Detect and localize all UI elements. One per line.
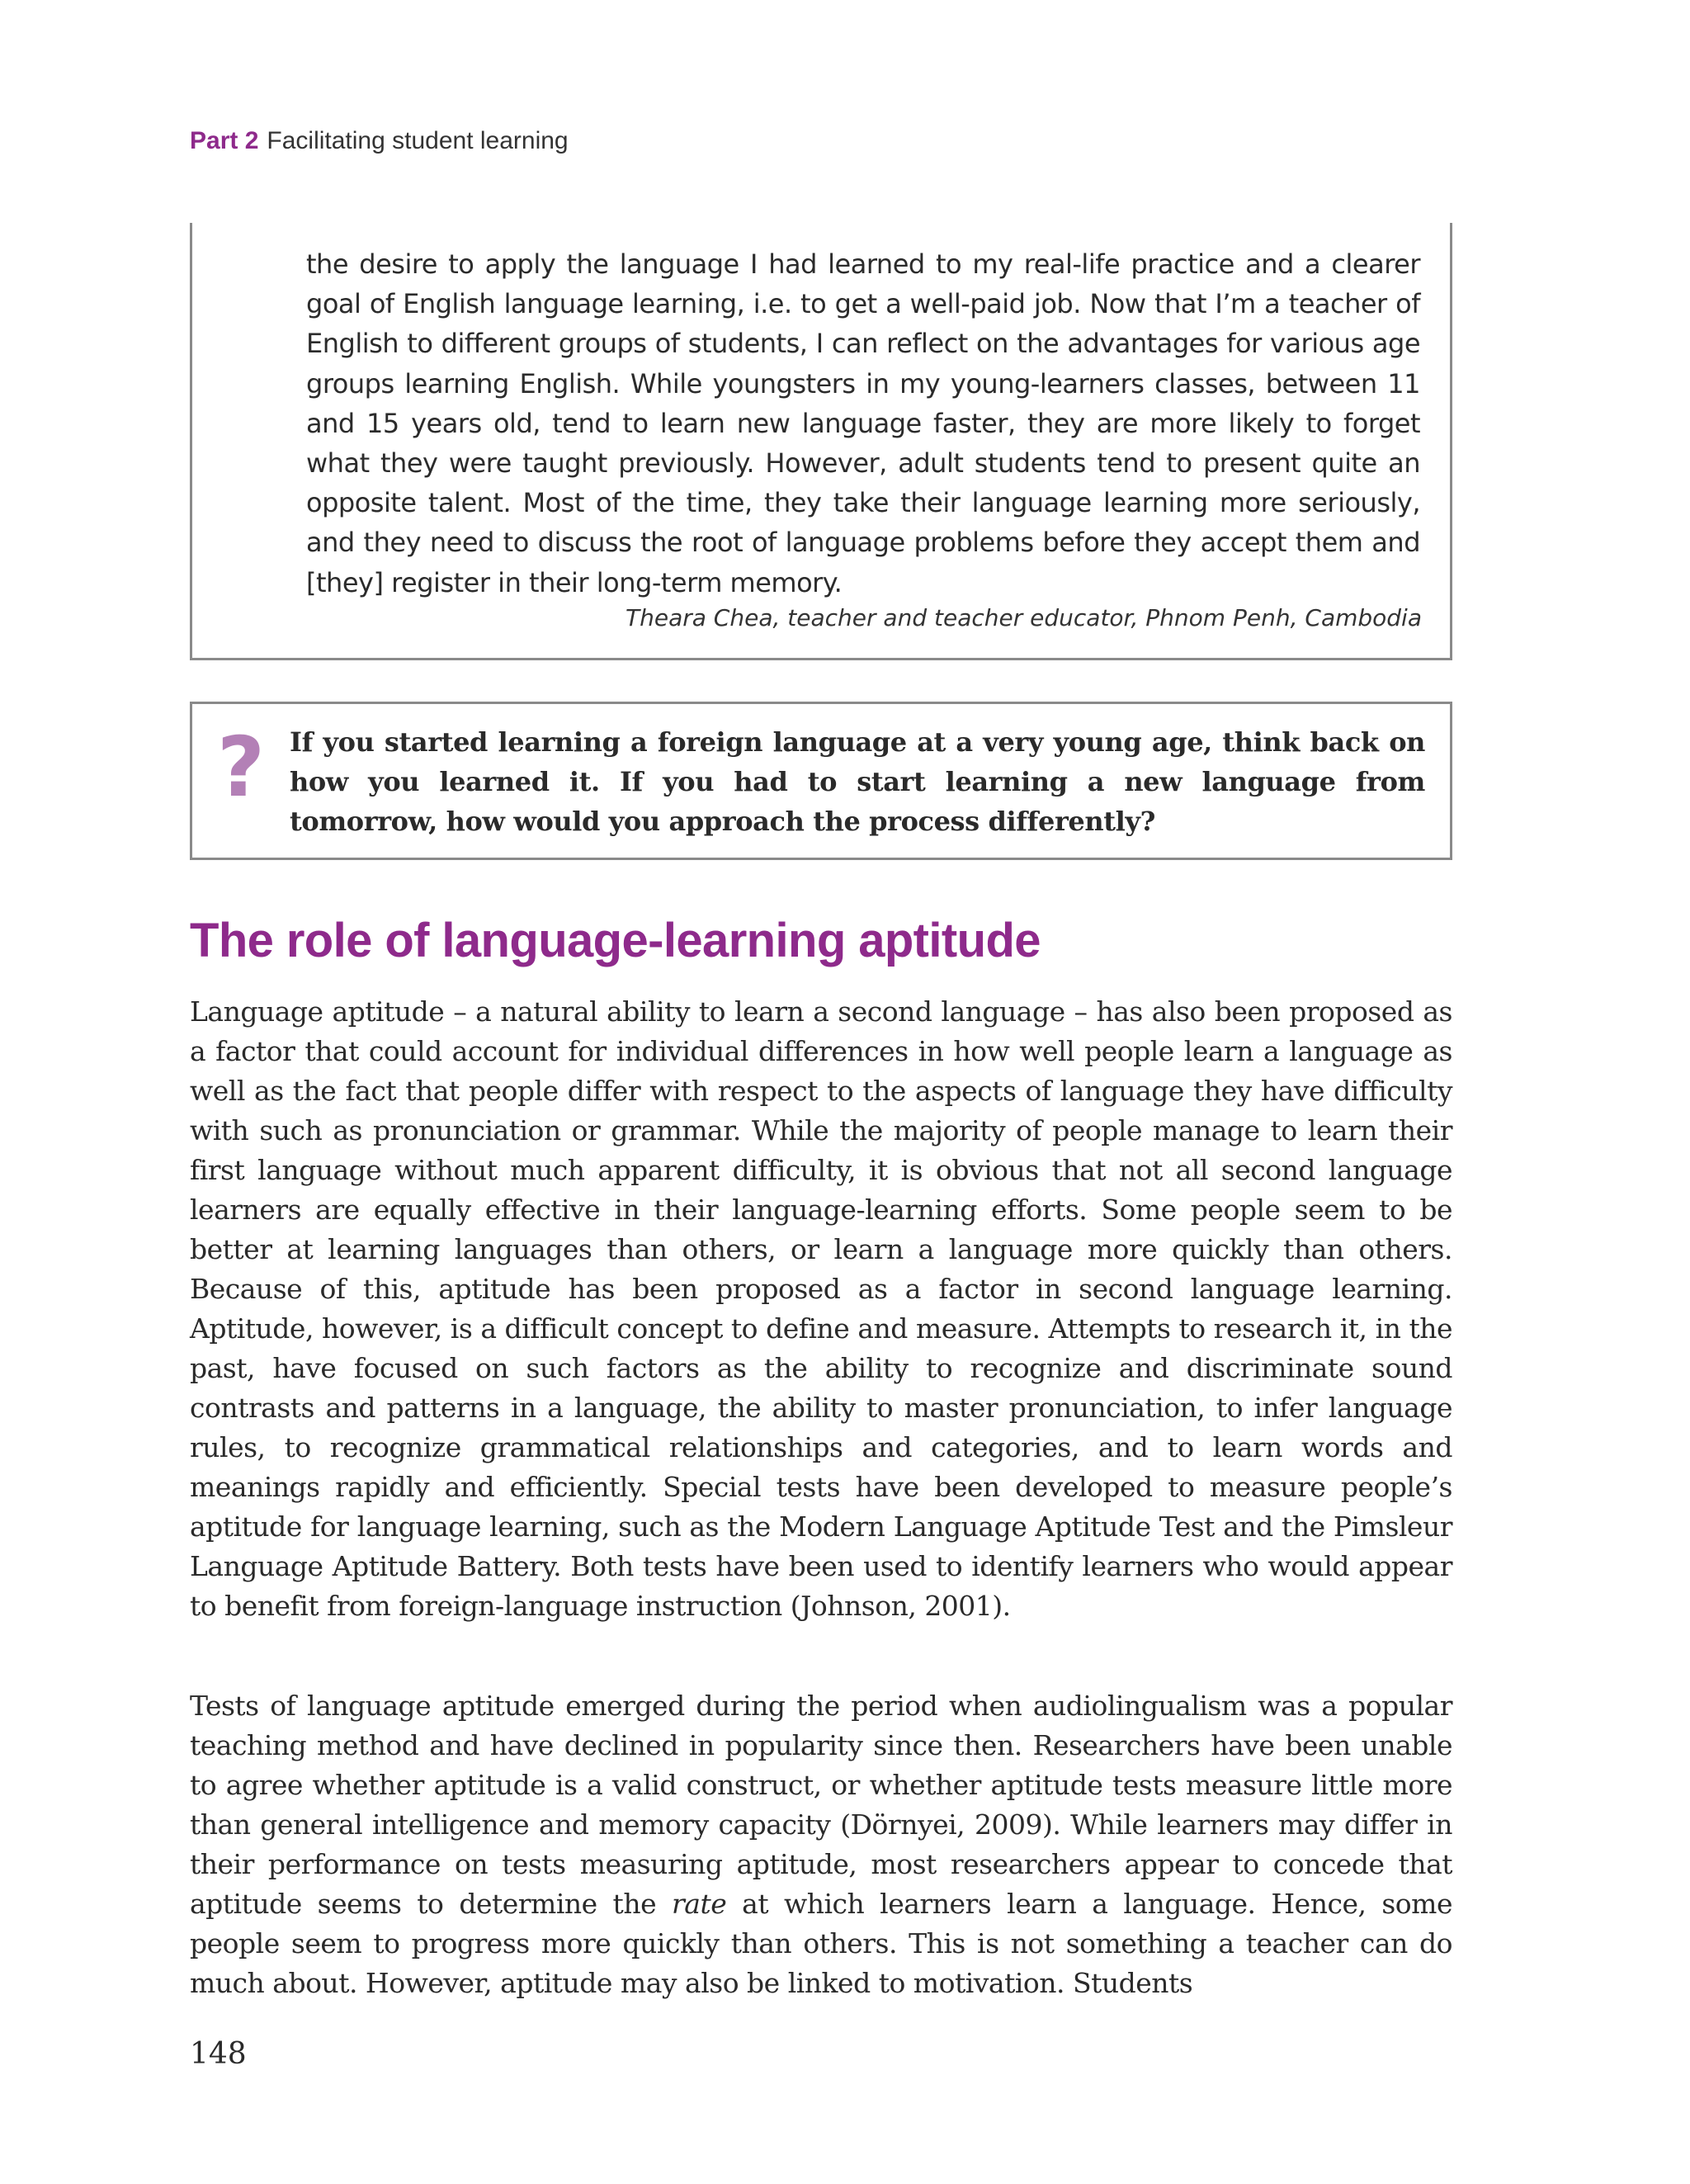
section-heading: The role of language-learning aptitude	[190, 914, 1041, 967]
running-head	[190, 127, 569, 155]
paragraph-2-italic-term: rate	[672, 1888, 727, 1920]
running-head-title: Facilitating student learning	[267, 127, 569, 154]
quote-box	[190, 223, 1452, 660]
page-number: 148	[190, 2037, 247, 2071]
body-paragraph-2	[190, 1686, 1452, 2003]
running-head-part: Part 2	[190, 127, 259, 154]
quote-text: the desire to apply the language I had learned to my real-life practice and a clearer goal of English language learning, i.e. to get a well-paid job. Now that I’m a teacher of English to different groups of students, I can reflect on the advantages for various age groups learning English. While youngsters in my young-learners classes, between 11 and 15 years old, tend to learn new language faster, they are more likely to forget what they were taught previously. However, adult students tend to present quite an opposite talent. Most of the time, they take their language learning more seriously, and they need to discuss the root of language problems before they accept them and [they] register in their long-term memory.	[306, 248, 1420, 598]
paragraph-2-text-start: Tests of language aptitude emerged during the period when audiolingualism was a popular teaching method and have declined in popularity since then. Researchers have been unable to agree whether aptitude is a valid construct, or whether aptitude tests measure little more than general intelligence and memory capacity (Dörnyei, 2009). While learners may differ in their performance on tests measuring aptitude, most researchers appear to concede that aptitude seems to determine the	[190, 1690, 1452, 1920]
paragraph-2-text-end: at which learners learn a language. Hence, some people seem to progress more quickly than others. This is not something a teacher can do much about. However, aptitude may also be linked to motivation. Students	[190, 1888, 1452, 1999]
quote-attribution: Theara Chea, teacher and teacher educator, Phnom Penh, Cambodia	[625, 604, 1422, 631]
body-paragraph-1: Language aptitude – a natural ability to learn a second language – has also been proposed as a factor that could account for individual differences in how well people learn a language as well as the fact that people differ with respect to the aspects of language they have difficulty with such as pronunciation or grammar. While the majority of people manage to learn their first language without much apparent difficulty, it is obvious that not all second language learners are equally effective in their language-learning efforts. Some people seem to be better at learning languages than others, or learn a language more quickly than others. Because of this, aptitude has been proposed as a factor in second language learning. Aptitude, however, is a difficult concept to define and measure. Attempts to research it, in the past, have focused on such factors as the ability to recognize and discriminate sound contrasts and patterns in a language, the ability to master pronunciation, to infer language rules, to recognize grammatical relationships and categories, and to learn words and meanings rapidly and efficiently. Special tests have been developed to measure people’s aptitude for language learning, such as the Modern Language Aptitude Test and the Pimsleur Language Aptitude Battery. Both tests have been used to identify learners who would appear to benefit from foreign-language instruction (Johnson, 2001).	[190, 995, 1452, 1622]
reflection-question-box	[190, 702, 1452, 860]
question-mark-icon: ?	[217, 719, 266, 815]
reflection-question-text: If you started learning a foreign language at a very young age, think back on how you learned it. If you had to start learning a new language from tomorrow, how would you approach the process differently?	[290, 726, 1425, 837]
